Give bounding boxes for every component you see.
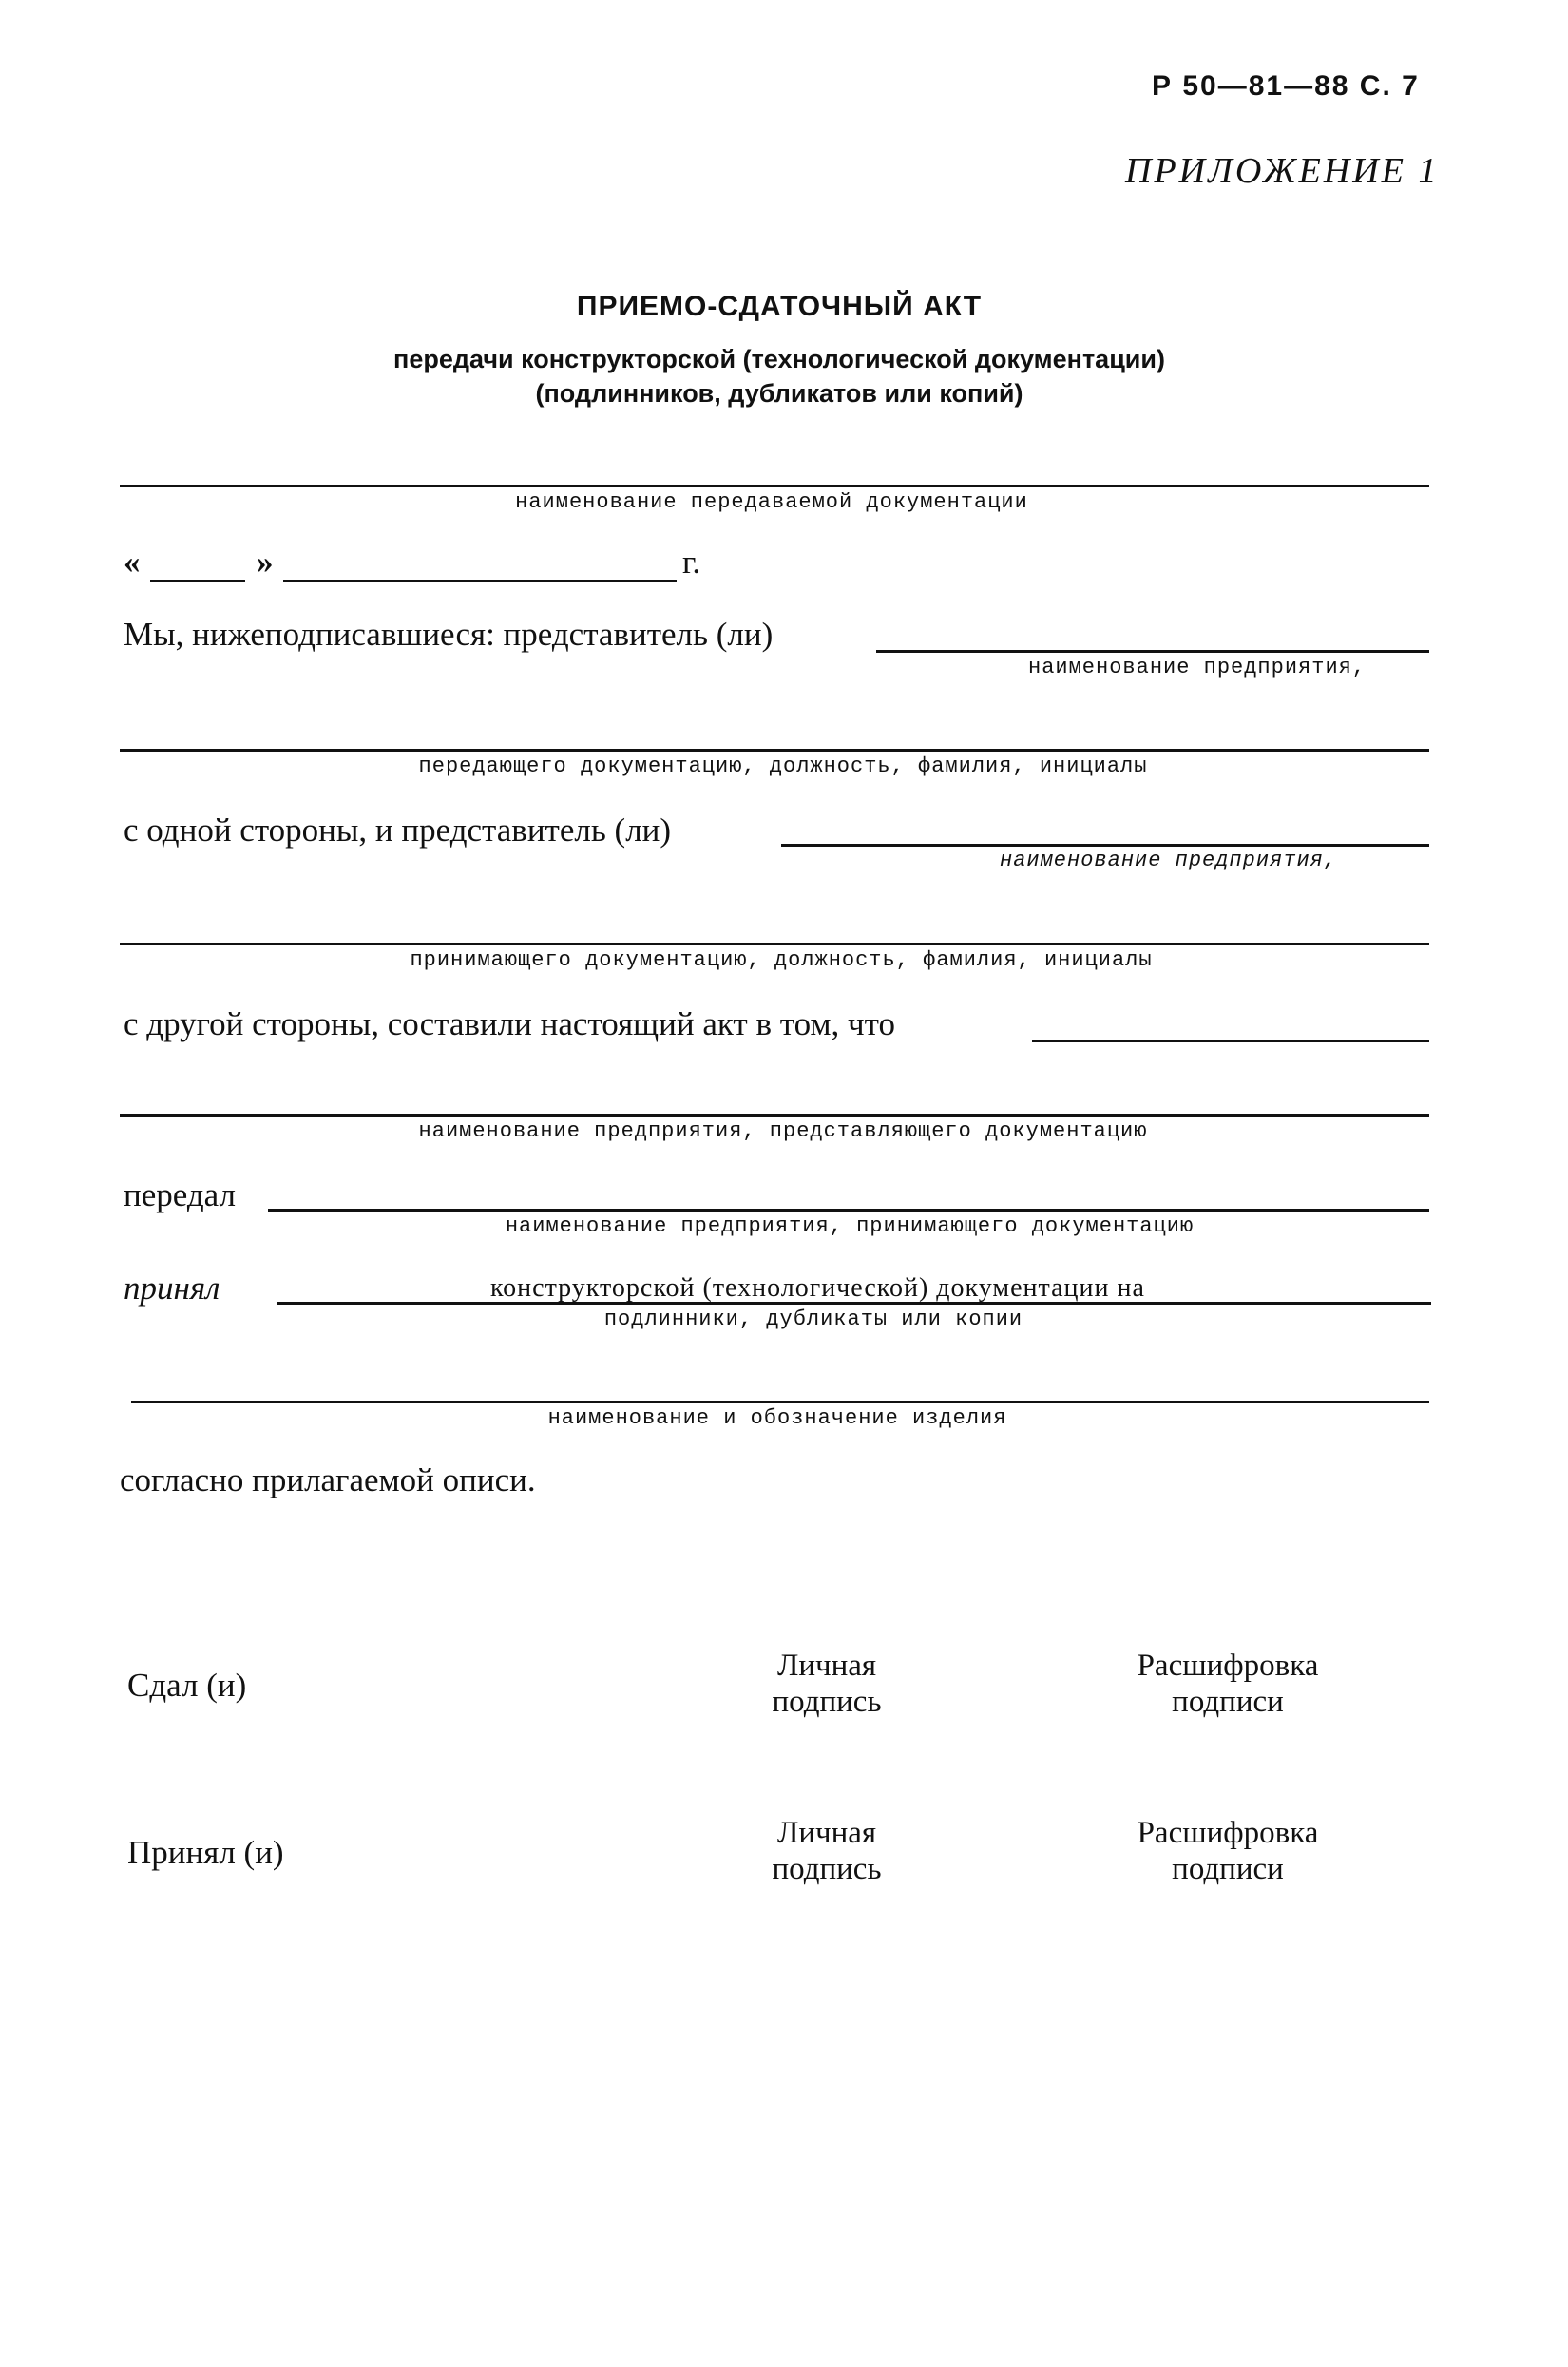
receiving-person-field[interactable] (120, 943, 1429, 945)
doc-type-filled-text: конструкторской (технологической) документации на (490, 1273, 1145, 1303)
presenting-enterprise-field[interactable] (120, 1114, 1429, 1117)
date-day-field[interactable] (150, 580, 245, 582)
caption-doc-name: наименование передаваемой документации (515, 490, 1028, 514)
caption-presenting: наименование предприятия, представляющего документацию (418, 1119, 1148, 1143)
appendix-label: ПРИЛОЖЕНИЕ 1 (1125, 151, 1440, 191)
date-month-field[interactable] (283, 580, 677, 582)
date-open-quote: « (124, 544, 141, 581)
personal-signature-1 (772, 1648, 881, 1720)
enterprise-2-field[interactable] (781, 844, 1429, 847)
other-side-text: с другой стороны, составили настоящий акт в том, что (124, 1005, 895, 1042)
date-year-suffix: г. (682, 544, 701, 581)
caption-transferring: передающего документацию, должность, фамилия, инициалы (418, 754, 1148, 778)
according-text: согласно прилагаемой описи. (120, 1461, 536, 1498)
personal-signature-1-line2: подпись (772, 1685, 882, 1719)
transferring-person-field[interactable] (120, 749, 1429, 752)
we-undersigned-text: Мы, нижеподписавшиеся: представитель (ли) (124, 616, 774, 653)
accepting-enterprise-field[interactable] (268, 1209, 1429, 1212)
caption-enterprise-2: наименование предприятия, (1000, 849, 1338, 872)
signature-decode-1-line2: подписи (1172, 1685, 1284, 1719)
statement-field[interactable] (1032, 1040, 1429, 1042)
accepted-label: принял (124, 1269, 220, 1307)
personal-signature-1-line1: Личная (776, 1649, 877, 1683)
personal-signature-2-line2: подпись (772, 1852, 882, 1886)
personal-signature-2 (772, 1815, 881, 1887)
act-subtitle-line-1: передачи конструкторской (технологической документации) (393, 345, 1165, 373)
signature-decode-1 (1138, 1648, 1319, 1720)
caption-accepting: наименование предприятия, принимающего документацию (505, 1214, 1195, 1238)
product-field[interactable] (131, 1401, 1429, 1403)
caption-originals: подлинники, дубликаты или копии (603, 1308, 1023, 1331)
caption-receiving: принимающего документацию, должность, фамилия, инициалы (410, 948, 1153, 972)
transferred-label: передал (124, 1176, 236, 1213)
act-title: ПРИЕМО-СДАТОЧНЫЙ АКТ (576, 291, 983, 322)
act-subtitle (393, 342, 1165, 410)
signature-decode-2-line2: подписи (1172, 1852, 1284, 1886)
date-close-quote: » (257, 544, 274, 581)
signature-decode-1-line1: Расшифровка (1137, 1649, 1319, 1683)
document-code: Р 50—81—88 С. 7 (1152, 70, 1420, 102)
handed-over-label: Сдал (и) (127, 1667, 247, 1704)
doc-name-field[interactable] (120, 485, 1429, 487)
caption-enterprise-1: наименование предприятия, (1028, 656, 1367, 679)
received-label: Принял (и) (127, 1834, 284, 1871)
signature-decode-2 (1138, 1815, 1319, 1887)
signature-decode-2-line1: Расшифровка (1137, 1816, 1319, 1850)
act-subtitle-line-2: (подлинников, дубликатов или копий) (535, 379, 1023, 408)
personal-signature-2-line1: Личная (776, 1816, 877, 1850)
doc-type-field[interactable] (277, 1302, 1431, 1305)
enterprise-1-field[interactable] (876, 650, 1429, 653)
caption-product: наименование и обозначение изделия (547, 1406, 1007, 1430)
one-side-text: с одной стороны, и представитель (ли) (124, 811, 672, 849)
